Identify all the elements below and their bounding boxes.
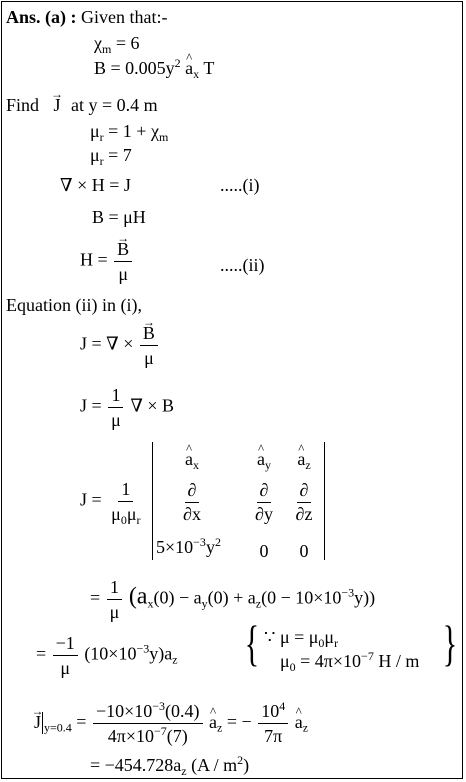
b-mu-h-equation: B = μH [92, 207, 146, 227]
j2-den: μ [111, 410, 121, 430]
det-j: J = [80, 489, 102, 510]
chi-value: = 6 [115, 33, 140, 53]
final-frac-1 [93, 700, 203, 747]
mu-expr: = 1 + χ [108, 121, 159, 141]
h-den: μ [118, 264, 128, 284]
num: −10×10 [95, 701, 153, 721]
ay: ^ a [257, 448, 265, 470]
mu-r-line-1 [90, 120, 168, 142]
mu: μ [111, 504, 121, 524]
sub-x: x [147, 596, 154, 611]
det-r3c3: 0 [299, 541, 309, 561]
sub: z [172, 652, 178, 667]
expand-z: (0 − 10×10 [261, 587, 342, 608]
chi-sub: m [158, 130, 169, 144]
eq: = [90, 587, 101, 608]
det-coeff [108, 478, 143, 525]
simplified-line [36, 632, 178, 679]
partial: ∂ [257, 480, 272, 503]
expand-y: (0) + a [207, 587, 256, 608]
mu0-pow: −7 [361, 649, 374, 663]
j1-lhs: J = ∇ × [80, 333, 134, 354]
r3-b: y [205, 537, 215, 557]
given-label: Given that:- [81, 7, 168, 27]
mu0-val: = 4π×10 [300, 651, 362, 671]
partial-x: ∂x [183, 504, 201, 524]
expand-x: (0) − a [153, 587, 202, 608]
det-right-bar [324, 442, 325, 560]
j2-lhs: J = [80, 395, 102, 416]
final-line [34, 700, 308, 747]
since-line [264, 626, 338, 648]
j1-den: μ [144, 348, 154, 368]
num2-pow: 4 [279, 699, 286, 713]
since-sub: 0 [318, 636, 325, 650]
num: −1 [53, 632, 78, 656]
b-expr: B = 0.005y [94, 58, 175, 78]
unit-vector: ^ a [185, 57, 193, 79]
sub-y: y [201, 596, 208, 611]
j1-num: → B [140, 322, 158, 346]
substitution-text: Equation (ii) in (i), [6, 295, 142, 315]
final-frac-2 [258, 700, 288, 747]
h-lhs: H = [80, 249, 108, 270]
r3-a: 5×10 [156, 537, 194, 557]
right-brace: } [442, 615, 458, 671]
left-brace: { [244, 615, 260, 671]
den-pow: −7 [153, 724, 167, 738]
mu-sub: r [99, 154, 104, 168]
det-lhs [80, 478, 145, 525]
h-fraction [114, 238, 132, 285]
mu-sub: r [99, 130, 104, 144]
since: ∵ μ = μ [264, 627, 319, 647]
answer-box [1, 1, 463, 779]
den: μ [109, 602, 120, 622]
j-equation-1 [80, 322, 160, 369]
find-line [6, 94, 158, 116]
partial-z: ∂z [295, 504, 313, 524]
det-ax [172, 448, 212, 470]
mu0-line [280, 650, 419, 672]
det-dx [172, 480, 212, 525]
det-coeff-num: 1 [118, 478, 133, 502]
find-condition: at y = 0.4 m [71, 95, 158, 115]
find-label: Find [6, 95, 40, 115]
mu: μ [126, 504, 137, 524]
final-num [93, 700, 203, 724]
az: ^ a [297, 448, 305, 470]
mu: μ [90, 145, 100, 165]
det-az [284, 448, 324, 470]
az: ^ a [209, 711, 217, 733]
j: → J [34, 711, 41, 733]
given-b [94, 57, 214, 79]
chi-sub: m [102, 42, 112, 56]
j-equation-2 [80, 384, 174, 431]
pow: −3 [136, 641, 150, 656]
num2 [258, 700, 288, 724]
num-pow: −3 [152, 699, 166, 713]
eq: = [76, 711, 87, 732]
answer-label: Ans. (a) : [6, 7, 77, 27]
curl-h-equation [60, 174, 131, 196]
unit-end: ) [243, 755, 250, 775]
ax-sub: x [193, 458, 199, 472]
det-left-bar [152, 442, 153, 560]
det-dy [244, 480, 284, 525]
b-pow: 2 [174, 56, 181, 70]
answer-heading [6, 6, 167, 28]
den: μ [60, 658, 71, 678]
result-sub: z [181, 764, 187, 778]
num2-base: 10 [261, 701, 280, 721]
eq: = [36, 643, 47, 664]
r3-pow: −3 [193, 535, 206, 549]
result: = −454.728a [90, 755, 182, 775]
j2-fraction [108, 384, 124, 431]
j2-num: 1 [108, 384, 123, 408]
mu: μ [90, 121, 100, 141]
az-sub: z [302, 720, 309, 735]
mu0: μ [280, 651, 290, 671]
expand-open: (a [128, 583, 148, 610]
az-sub: z [305, 458, 311, 472]
az: ^ a [295, 711, 303, 733]
mu-value: = 7 [108, 145, 132, 165]
h-equation [80, 238, 134, 285]
final-den [105, 724, 191, 747]
det-ay [244, 448, 284, 470]
det-dz [284, 480, 324, 525]
since-sub2: r [334, 636, 339, 650]
mu0-sub: 0 [289, 660, 296, 674]
mu-r-line-2 [90, 144, 132, 166]
simp-body2: y)a [149, 643, 173, 664]
simp-coeff [53, 632, 78, 679]
j-vector: → J [54, 94, 61, 116]
given-chi [94, 32, 140, 54]
eq2: = − [226, 711, 252, 732]
det-coeff-den [108, 502, 143, 525]
tag-i: .....(i) [220, 175, 260, 195]
den: 4π×10 [107, 726, 154, 746]
az-sub: z [217, 720, 223, 735]
unit: (A / m [191, 755, 238, 775]
since-b: μ [324, 627, 335, 647]
ax: ^ a [185, 448, 193, 470]
partial-y: ∂y [255, 504, 273, 524]
ay-sub: y [265, 458, 271, 472]
den-b: (7) [166, 726, 188, 746]
chi-symbol: χ [94, 33, 102, 53]
mu-sub: 0 [120, 513, 127, 527]
j1-fraction [140, 322, 158, 369]
curl-h-expr: ∇ × H = J [60, 175, 131, 195]
sub-z: z [255, 596, 262, 611]
num-b: (0.4) [165, 701, 200, 721]
r3-pow2: 2 [214, 535, 221, 549]
unit-pow: 2 [237, 753, 244, 767]
mu0-unit: H / m [378, 651, 420, 671]
det-r3c2: 0 [259, 541, 269, 561]
result-line [90, 754, 249, 776]
tag-ii: .....(ii) [220, 255, 265, 275]
num: 1 [107, 576, 122, 600]
expansion-line [90, 576, 375, 623]
expand-coeff [107, 576, 123, 623]
det-r3c1 [156, 536, 221, 558]
pow: −3 [341, 585, 355, 600]
j2-rhs: ∇ × B [130, 395, 175, 416]
partial: ∂ [297, 480, 312, 503]
unit-vector-sub: x [193, 67, 200, 81]
b-unit: T [203, 58, 215, 78]
h-num: → B [114, 238, 132, 262]
mu-sub: r [136, 513, 141, 527]
partial: ∂ [185, 480, 200, 503]
den2: 7π [264, 726, 283, 746]
simp-body: (10×10 [84, 643, 137, 664]
j-at: y=0.4 [44, 720, 72, 735]
expand-end: y)) [354, 587, 376, 608]
